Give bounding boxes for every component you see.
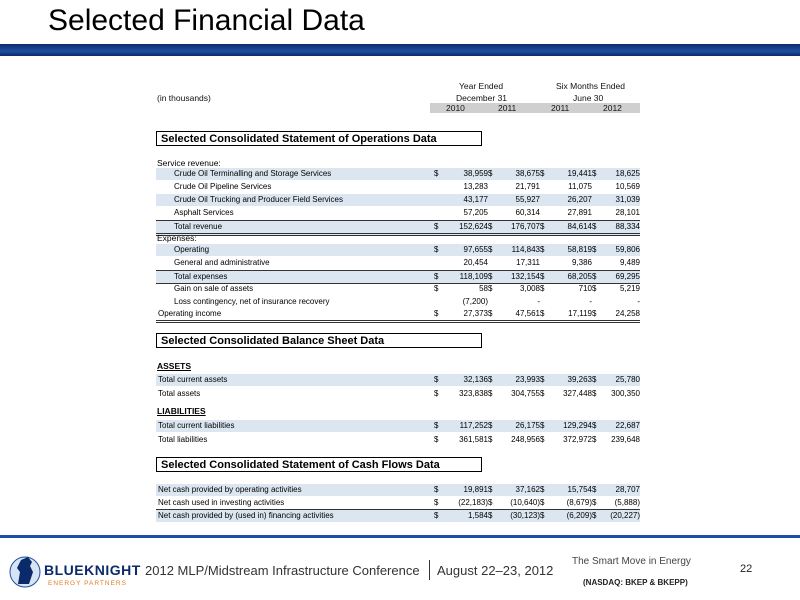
- row-label: Net cash used in investing activities: [158, 498, 285, 507]
- year-col-4: 2012: [603, 103, 622, 113]
- row-value: 11,075: [568, 182, 592, 191]
- year-col-1: 2010: [446, 103, 465, 113]
- dollar-sign: $: [540, 389, 545, 398]
- table-row: [156, 308, 640, 323]
- row-value: 710: [578, 284, 592, 293]
- dollar-sign: $: [540, 375, 545, 384]
- row-value: 118,109: [459, 272, 488, 281]
- row-value: 17,311: [516, 258, 540, 267]
- dollar-sign: $: [592, 222, 597, 231]
- row-value: 114,843: [511, 245, 540, 254]
- dollar-sign: $: [434, 284, 439, 293]
- table-row: [156, 296, 640, 308]
- row-value: 43,177: [463, 195, 488, 204]
- row-label: Net cash provided by (used in) financing activities: [158, 511, 334, 520]
- table-row: [156, 207, 640, 219]
- row-label: Total current liabilities: [158, 421, 235, 430]
- row-value: 117,252: [459, 421, 488, 430]
- row-value: 32,136: [463, 375, 488, 384]
- tagline: The Smart Move in Energy: [572, 556, 691, 567]
- dollar-sign: $: [488, 498, 493, 507]
- row-value: 31,039: [615, 195, 640, 204]
- year-col-2: 2011: [498, 103, 517, 113]
- row-value: 1,584: [467, 511, 488, 520]
- table-row: [156, 283, 640, 295]
- row-value: 23,993: [515, 375, 540, 384]
- row-value: (20,227): [610, 511, 640, 520]
- row-label: Total revenue: [174, 222, 223, 231]
- dollar-sign: $: [540, 511, 545, 520]
- dollar-sign: $: [434, 511, 439, 520]
- conference-dates: August 22–23, 2012: [437, 563, 554, 578]
- logo-wordmark: BLUEKNIGHT: [44, 562, 141, 578]
- row-value: 24,258: [615, 309, 640, 318]
- dollar-sign: $: [488, 222, 493, 231]
- row-value: 17,119: [568, 309, 592, 318]
- dollar-sign: $: [488, 169, 493, 178]
- conference-name: 2012 MLP/Midstream Infrastructure Conference: [145, 563, 420, 578]
- row-value: 27,373: [463, 309, 488, 318]
- row-value: 38,959: [463, 169, 488, 178]
- dollar-sign: $: [434, 245, 439, 254]
- dollar-sign: $: [434, 498, 439, 507]
- row-value: 84,614: [567, 222, 592, 231]
- dollar-sign: $: [592, 309, 597, 318]
- table-row: [156, 434, 640, 446]
- row-label: General and administrative: [174, 258, 270, 267]
- row-label: Operating: [174, 245, 210, 254]
- row-value: 10,569: [615, 182, 640, 191]
- row-value: 372,972: [563, 435, 592, 444]
- row-value: 15,754: [567, 485, 592, 494]
- header-six-months: Six Months Ended: [556, 81, 625, 91]
- row-value: 69,295: [615, 272, 640, 281]
- table-row: [156, 388, 640, 400]
- row-value: 304,755: [511, 389, 540, 398]
- header-year-ended: Year Ended: [459, 81, 504, 91]
- dollar-sign: $: [434, 272, 439, 281]
- dollar-sign: $: [488, 272, 493, 281]
- row-value: 132,154: [511, 272, 540, 281]
- dollar-sign: $: [540, 309, 545, 318]
- dollar-sign: $: [434, 222, 439, 231]
- table-row: [156, 497, 640, 510]
- page-number: 22: [740, 563, 753, 575]
- table-row: [156, 194, 640, 206]
- dollar-sign: $: [540, 272, 545, 281]
- row-value: 26,207: [567, 195, 592, 204]
- row-value: 5,219: [619, 284, 640, 293]
- ticker: (NASDAQ: BKEP & BKEPP): [583, 578, 688, 587]
- row-value: (6,209): [566, 511, 592, 520]
- dollar-sign: $: [592, 169, 597, 178]
- row-value: -: [589, 297, 592, 306]
- company-logo: [8, 548, 141, 593]
- row-value: 300,350: [611, 389, 640, 398]
- row-label: Loss contingency, net of insurance recovery: [174, 297, 330, 306]
- row-value: 19,441: [567, 169, 592, 178]
- assets-label: ASSETS: [157, 361, 192, 371]
- row-value: (22,183): [458, 498, 488, 507]
- row-value: 68,205: [567, 272, 592, 281]
- table-row: [156, 220, 640, 236]
- dollar-sign: $: [540, 435, 545, 444]
- row-label: Total assets: [158, 389, 201, 398]
- row-value: 9,386: [571, 258, 592, 267]
- section-balance: Selected Consolidated Balance Sheet Data: [156, 333, 482, 348]
- logo-subtext: ENERGY PARTNERS: [48, 580, 127, 587]
- service-revenue-label: Service revenue:: [157, 158, 221, 168]
- row-value: 57,205: [463, 208, 488, 217]
- header-june: June 30: [573, 93, 604, 103]
- footer-divider: [0, 535, 800, 538]
- dollar-sign: $: [488, 435, 493, 444]
- row-value: 38,675: [515, 169, 540, 178]
- row-value: 19,891: [463, 485, 488, 494]
- dollar-sign: $: [434, 389, 439, 398]
- row-value: 58,819: [567, 245, 592, 254]
- liabilities-label: LIABILITIES: [157, 406, 206, 416]
- dollar-sign: $: [540, 485, 545, 494]
- dollar-sign: $: [540, 169, 545, 178]
- row-value: 20,454: [463, 258, 488, 267]
- row-value: 18,625: [615, 169, 640, 178]
- row-value: (7,200): [462, 297, 488, 306]
- dollar-sign: $: [488, 245, 493, 254]
- dollar-sign: $: [592, 389, 597, 398]
- dollar-sign: $: [540, 245, 545, 254]
- dollar-sign: $: [488, 309, 493, 318]
- row-value: -: [637, 297, 640, 306]
- table-row: [156, 181, 640, 193]
- header-december: December 31: [456, 93, 508, 103]
- dollar-sign: $: [592, 485, 597, 494]
- row-value: 129,294: [563, 421, 592, 430]
- section-cashflows: Selected Consolidated Statement of Cash Flows Data: [156, 457, 482, 472]
- dollar-sign: $: [434, 435, 439, 444]
- table-row: [156, 420, 640, 432]
- row-value: 3,008: [519, 284, 540, 293]
- row-label: Net cash provided by operating activities: [158, 485, 302, 494]
- expenses-label: Expenses:: [157, 233, 197, 243]
- dollar-sign: $: [540, 498, 545, 507]
- row-value: 37,162: [515, 485, 540, 494]
- dollar-sign: $: [592, 245, 597, 254]
- row-value: (5,888): [614, 498, 640, 507]
- dollar-sign: $: [434, 485, 439, 494]
- row-value: 47,561: [515, 309, 540, 318]
- table-row: [156, 484, 640, 496]
- row-value: (8,679): [566, 498, 592, 507]
- dollar-sign: $: [488, 511, 493, 520]
- row-value: 239,648: [611, 435, 640, 444]
- row-value: 26,175: [515, 421, 540, 430]
- page-title: Selected Financial Data: [48, 4, 365, 37]
- row-value: 25,780: [615, 375, 640, 384]
- row-label: Gain on sale of assets: [174, 284, 254, 293]
- row-value: 60,314: [515, 208, 540, 217]
- row-label: Crude Oil Pipeline Services: [174, 182, 272, 191]
- row-value: 28,707: [615, 485, 640, 494]
- dollar-sign: $: [592, 421, 597, 430]
- row-label: Total liabilities: [158, 435, 208, 444]
- row-label: Total current assets: [158, 375, 228, 384]
- conference-separator: [429, 560, 430, 580]
- row-value: 28,101: [615, 208, 640, 217]
- row-value: 58: [479, 284, 488, 293]
- table-row: [156, 257, 640, 269]
- dollar-sign: $: [592, 498, 597, 507]
- dollar-sign: $: [434, 421, 439, 430]
- dollar-sign: $: [434, 375, 439, 384]
- dollar-sign: $: [592, 284, 597, 293]
- table-row: [156, 374, 640, 386]
- row-value: 9,489: [619, 258, 640, 267]
- row-value: 88,334: [615, 222, 640, 231]
- table-row: [156, 168, 640, 180]
- row-value: 39,263: [567, 375, 592, 384]
- row-value: 248,956: [511, 435, 540, 444]
- table-row: [156, 510, 640, 522]
- row-value: (30,123): [510, 511, 540, 520]
- year-col-3: 2011: [551, 103, 570, 113]
- dollar-sign: $: [592, 375, 597, 384]
- row-value: 97,655: [463, 245, 488, 254]
- row-value: 21,791: [515, 182, 540, 191]
- dollar-sign: $: [592, 435, 597, 444]
- dollar-sign: $: [540, 421, 545, 430]
- dollar-sign: $: [540, 284, 545, 293]
- row-value: 59,806: [615, 245, 640, 254]
- dollar-sign: $: [592, 272, 597, 281]
- dollar-sign: $: [488, 421, 493, 430]
- dollar-sign: $: [540, 222, 545, 231]
- row-value: 27,891: [567, 208, 592, 217]
- dollar-sign: $: [592, 511, 597, 520]
- row-value: 176,707: [511, 222, 540, 231]
- row-label: Crude Oil Terminalling and Storage Services: [174, 169, 332, 178]
- section-operations: Selected Consolidated Statement of Operations Data: [156, 131, 482, 146]
- dollar-sign: $: [434, 309, 439, 318]
- table-row: [156, 244, 640, 256]
- row-value: 55,927: [515, 195, 540, 204]
- row-value: 22,687: [615, 421, 640, 430]
- table-row: [156, 270, 640, 284]
- units-label: (in thousands): [157, 93, 211, 103]
- row-label: Total expenses: [174, 272, 228, 281]
- row-value: 152,624: [459, 222, 488, 231]
- row-value: 13,283: [463, 182, 488, 191]
- dollar-sign: $: [434, 169, 439, 178]
- row-label: Asphalt Services: [174, 208, 234, 217]
- row-value: 323,838: [459, 389, 488, 398]
- knight-icon: [8, 548, 42, 590]
- dollar-sign: $: [488, 284, 493, 293]
- row-label: Operating income: [158, 309, 222, 318]
- dollar-sign: $: [488, 389, 493, 398]
- row-value: 327,448: [563, 389, 592, 398]
- row-value: 361,581: [459, 435, 488, 444]
- row-label: Crude Oil Trucking and Producer Field Services: [174, 195, 343, 204]
- dollar-sign: $: [488, 375, 493, 384]
- row-value: (10,640): [510, 498, 540, 507]
- dollar-sign: $: [488, 485, 493, 494]
- title-bar: [0, 44, 800, 56]
- row-value: -: [537, 297, 540, 306]
